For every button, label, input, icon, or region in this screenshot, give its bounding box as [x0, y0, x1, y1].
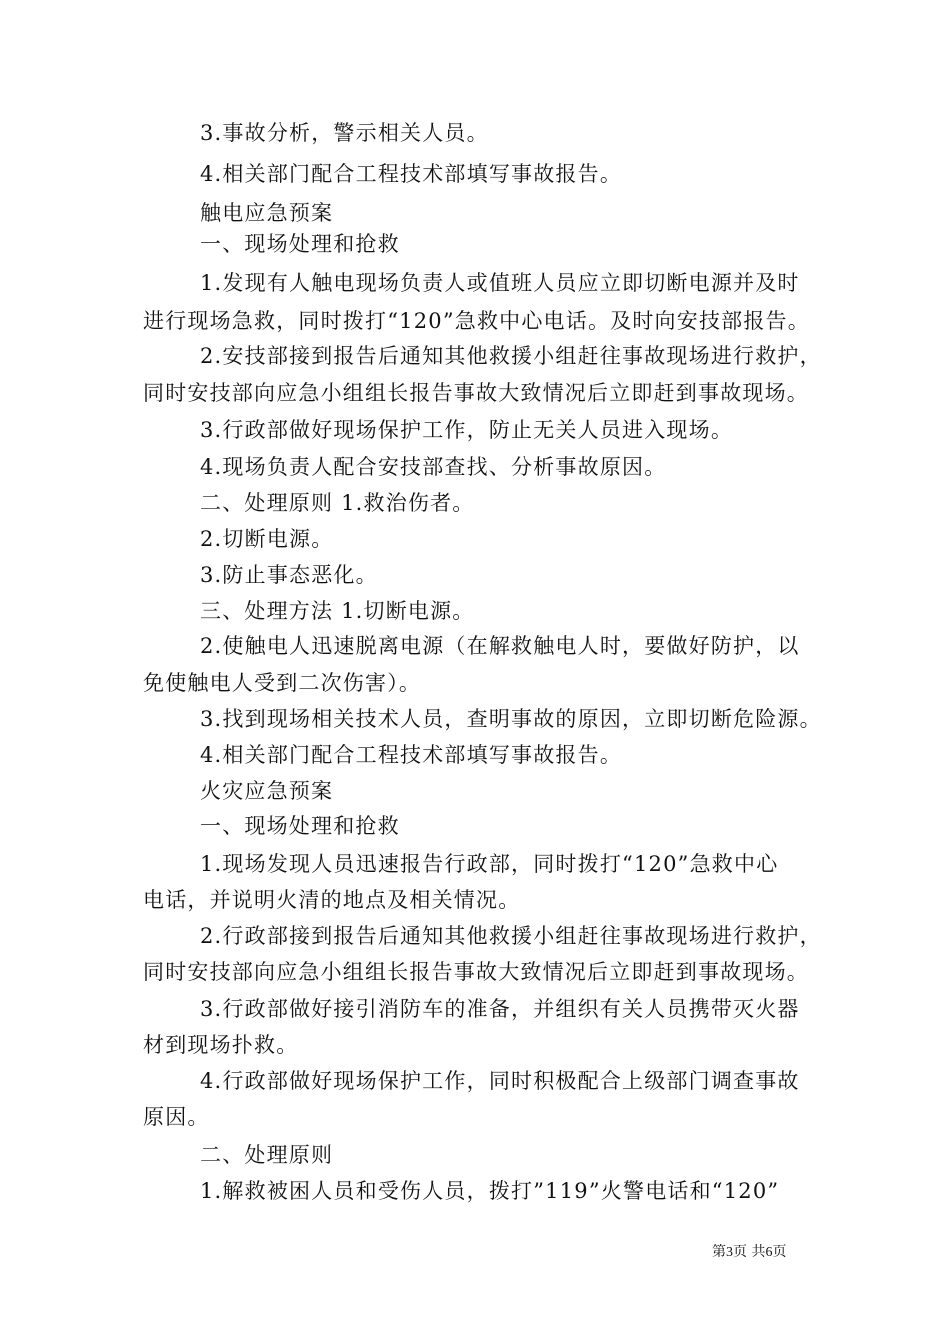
- section-title: 火灾应急预案: [200, 779, 334, 803]
- section-heading: 二、处理原则: [200, 1143, 334, 1167]
- text-line: 2.切断电源。: [200, 527, 334, 551]
- section-heading: 二、处理原则 1.救治伤者。: [200, 491, 475, 515]
- text-line: 2.行政部接到报告后通知其他救援小组赶往事故现场进行救护，: [200, 924, 822, 948]
- text-line: 2.安技部接到报告后通知其他救援小组赶往事故现场进行救护，: [200, 344, 822, 368]
- text-line: 4.相关部门配合工程技术部填写事故报告。: [200, 162, 623, 186]
- text-line: 4.相关部门配合工程技术部填写事故报告。: [200, 743, 623, 767]
- text-line: 4.行政部做好现场保护工作，同时积极配合上级部门调查事故: [200, 1069, 800, 1093]
- section-heading: 三、处理方法 1.切断电源。: [200, 599, 475, 623]
- text-line: 3.找到现场相关技术人员，查明事故的原因，立即切断危险源。: [200, 707, 822, 731]
- text-line: 同时安技部向应急小组组长报告事故大致情况后立即赶到事故现场。: [143, 960, 809, 984]
- section-title: 触电应急预案: [200, 201, 334, 225]
- text-line: 3.事故分析，警示相关人员。: [200, 121, 489, 145]
- text-line: 1.发现有人触电现场负责人或值班人员应立即切断电源并及时: [200, 271, 800, 295]
- text-line: 1.现场发现人员迅速报告行政部，同时拨打“120”急救中心: [200, 852, 779, 876]
- text-line: 进行现场急救，同时拨打“120”急救中心电话。及时向安技部报告。: [143, 309, 810, 333]
- text-line: 3.防止事态恶化。: [200, 563, 378, 587]
- text-line: 2.使触电人迅速脱离电源（在解救触电人时，要做好防护，以: [200, 634, 800, 658]
- text-line: 4.现场负责人配合安技部查找、分析事故原因。: [200, 455, 667, 479]
- footer-suffix: 页: [772, 1244, 787, 1260]
- page-number: 3: [726, 1245, 733, 1260]
- text-line: 电话，并说明火清的地点及相关情况。: [143, 888, 521, 912]
- text-line: 1.解救被困人员和受伤人员，拨打”119”火警电话和“120”: [200, 1179, 780, 1203]
- total-pages: 6: [765, 1245, 773, 1260]
- page-footer: [712, 1243, 786, 1262]
- text-line: 原因。: [143, 1105, 210, 1129]
- text-line: 免使触电人受到二次伤害）。: [143, 671, 422, 695]
- footer-middle: 页 共: [733, 1244, 766, 1260]
- text-line: 同时安技部向应急小组组长报告事故大致情况后立即赶到事故现场。: [143, 381, 809, 405]
- section-heading: 一、现场处理和抢救: [200, 814, 400, 838]
- footer-prefix: 第: [712, 1244, 726, 1260]
- text-line: 3.行政部做好接引消防车的准备，并组织有关人员携带灭火器: [200, 997, 800, 1021]
- text-line: 3.行政部做好现场保护工作，防止无关人员进入现场。: [200, 418, 734, 442]
- text-line: 材到现场扑救。: [143, 1033, 299, 1057]
- section-heading: 一、现场处理和抢救: [200, 232, 400, 256]
